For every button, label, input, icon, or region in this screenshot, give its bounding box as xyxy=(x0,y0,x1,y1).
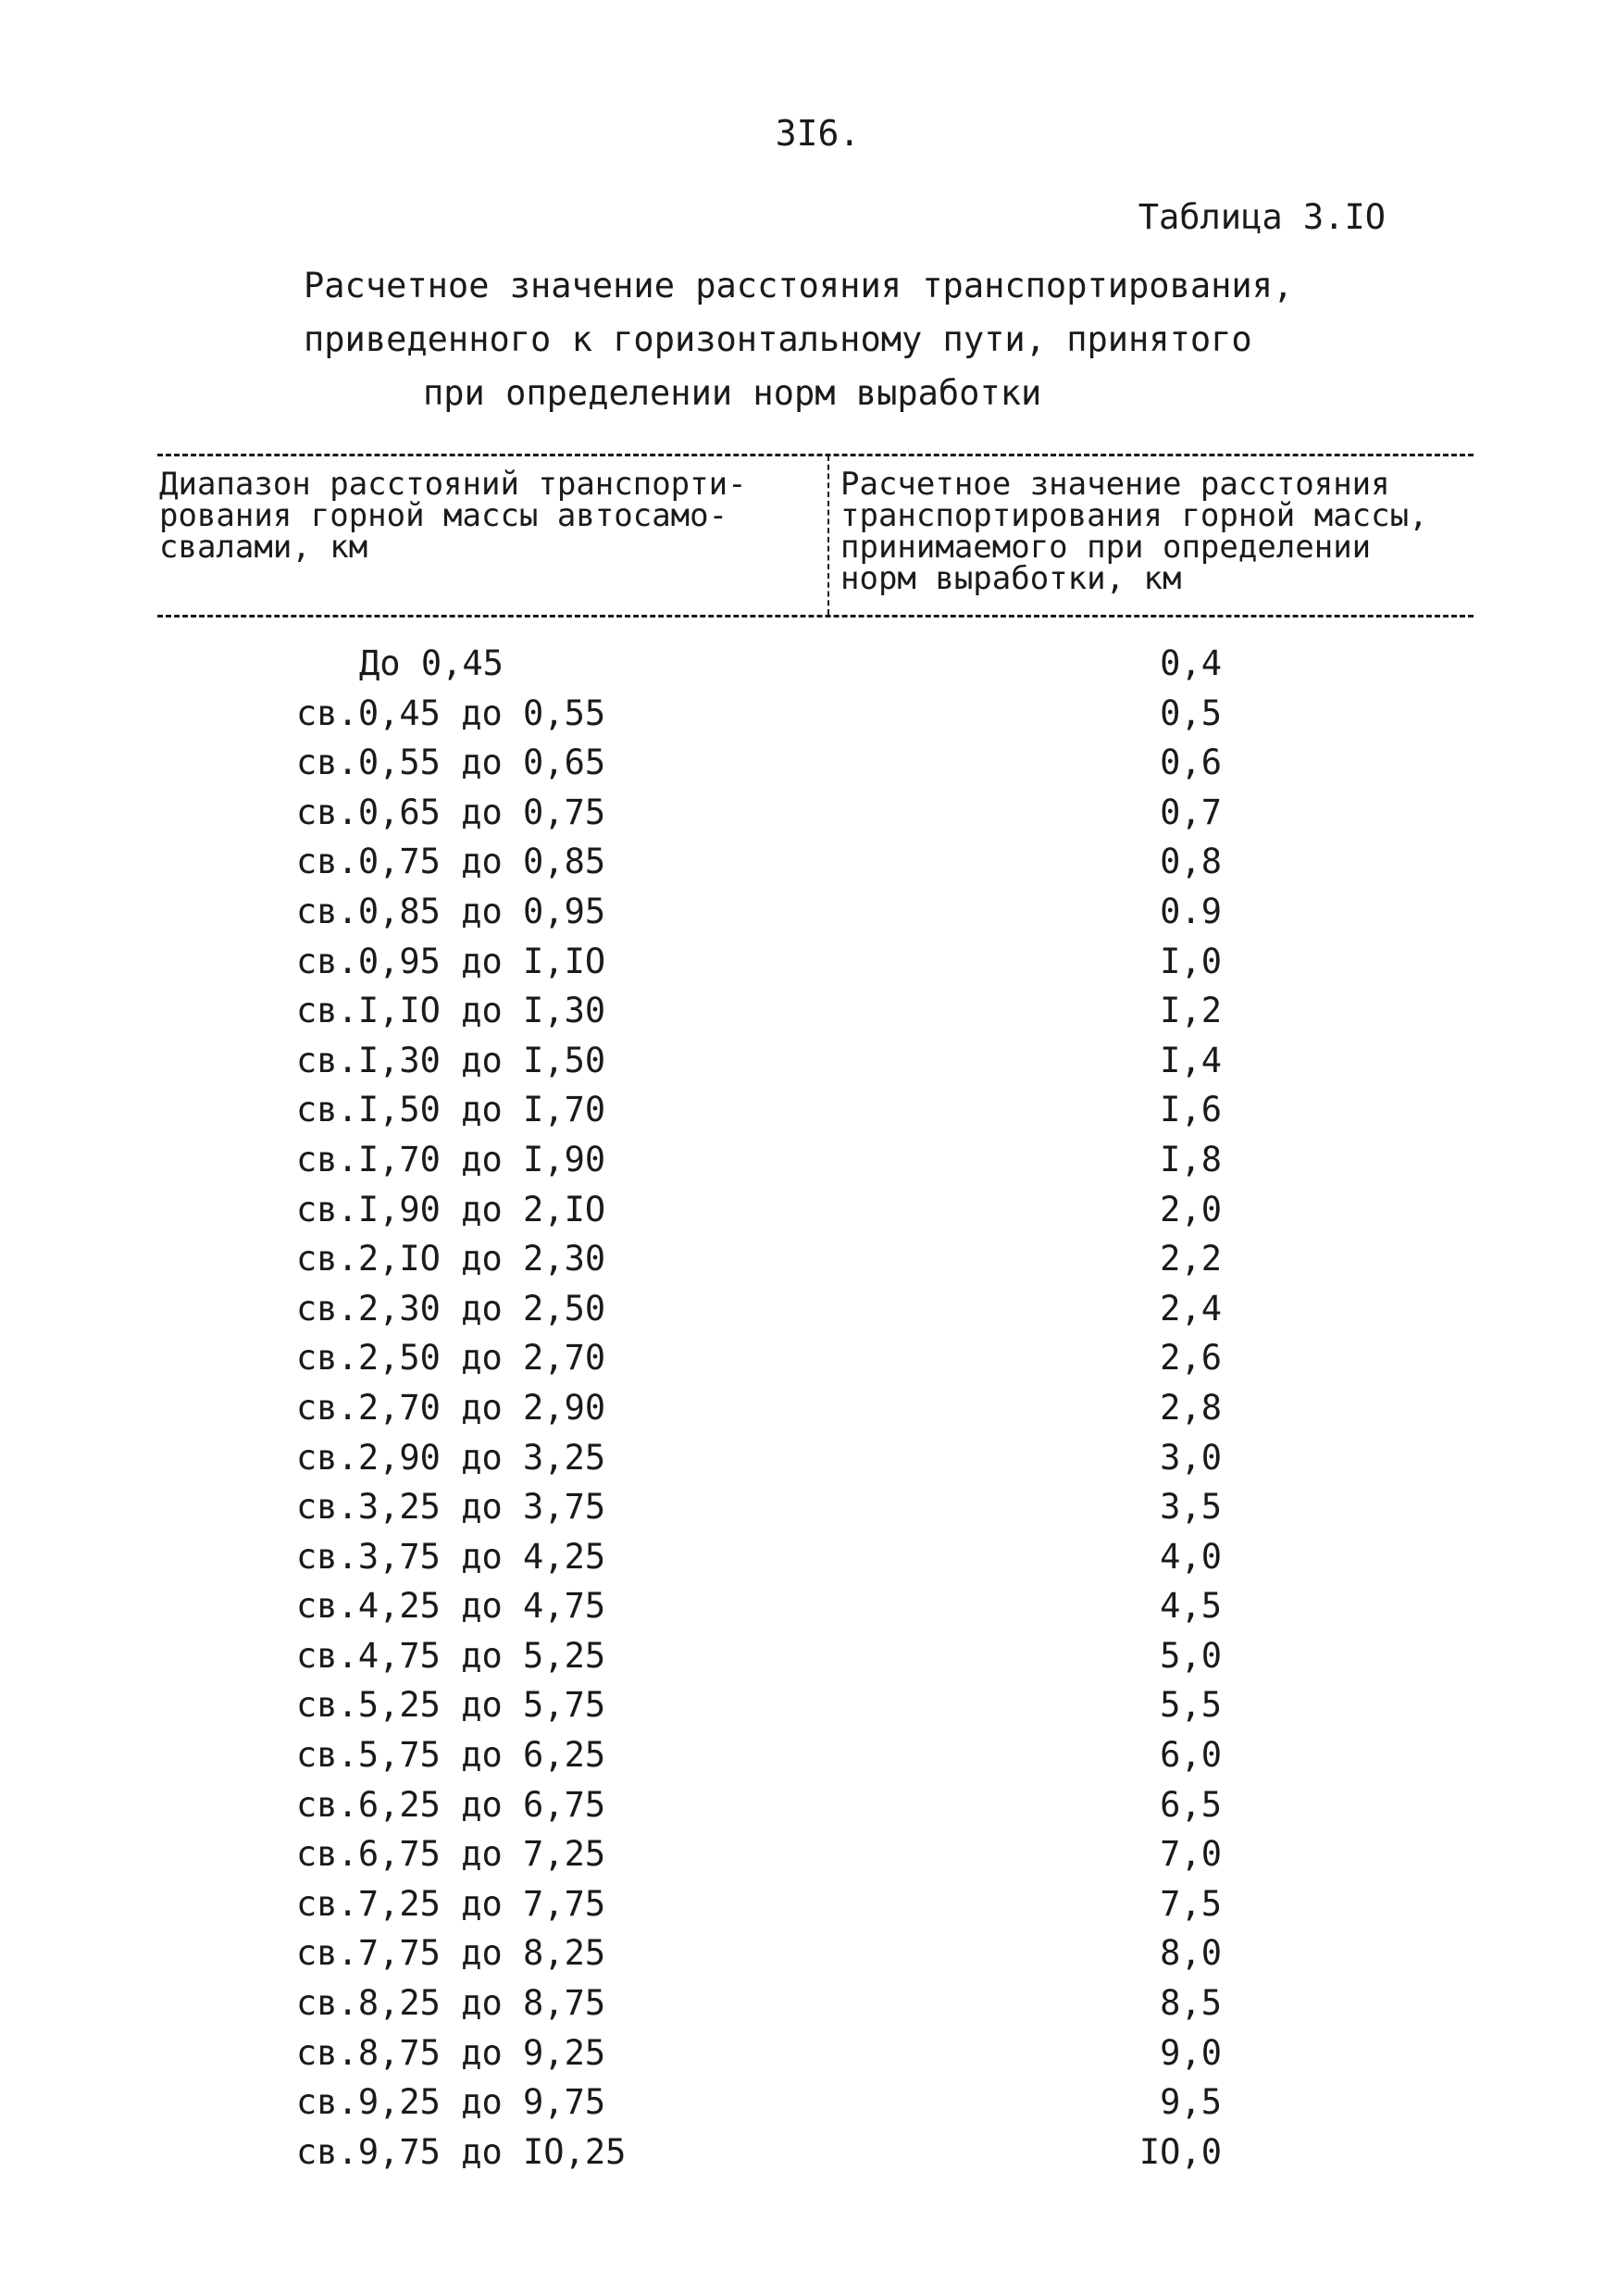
value-cell: 6,5 xyxy=(1160,1784,1222,1825)
range-cell: св.0,95 до I,IO xyxy=(296,941,606,981)
value-cell: 0,6 xyxy=(1160,742,1222,783)
value-cell: 0.9 xyxy=(1160,891,1222,931)
table-body xyxy=(0,639,1617,2177)
header-line: транспортирования горной массы, xyxy=(840,497,1428,534)
value-cell: 6,0 xyxy=(1160,1735,1222,1776)
value-cell: 3,0 xyxy=(1160,1437,1222,1478)
caption-line: Расчетное значение расстояния транспортирования, xyxy=(304,266,1294,306)
value-cell: 0,5 xyxy=(1160,693,1222,733)
table-row xyxy=(0,1284,1617,1334)
value-cell: 8,5 xyxy=(1160,1983,1222,2024)
table-row xyxy=(0,1185,1617,1235)
value-cell: IO,0 xyxy=(1138,2131,1222,2172)
value-cell: 2,4 xyxy=(1160,1288,1222,1329)
range-cell: св.2,IO до 2,30 xyxy=(296,1239,606,1279)
range-cell: св.I,90 до 2,IO xyxy=(296,1189,606,1229)
range-cell: св.5,75 до 6,25 xyxy=(296,1735,606,1776)
header-line: свалами, км xyxy=(159,529,368,566)
range-cell: св.2,30 до 2,50 xyxy=(296,1288,606,1329)
range-cell: св.9,25 до 9,75 xyxy=(296,2082,606,2123)
table-row xyxy=(0,2028,1617,2078)
value-cell: 7,5 xyxy=(1160,1883,1222,1924)
value-cell: 2,0 xyxy=(1160,1189,1222,1229)
value-cell: I,6 xyxy=(1160,1090,1222,1130)
table-row xyxy=(0,639,1617,689)
header-column-divider xyxy=(827,455,829,615)
table-top-rule xyxy=(157,454,1474,456)
header-line: Диапазон расстояний транспорти- xyxy=(159,466,747,503)
table-row xyxy=(0,937,1617,987)
table-row xyxy=(0,2078,1617,2128)
table-caption xyxy=(0,259,1617,420)
value-cell: 2,2 xyxy=(1160,1239,1222,1279)
range-cell: св.8,25 до 8,75 xyxy=(296,1983,606,2024)
value-cell: I,8 xyxy=(1160,1139,1222,1179)
range-cell: св.2,70 до 2,90 xyxy=(296,1387,606,1428)
value-cell: 0,4 xyxy=(1160,643,1222,683)
range-cell: св.0,75 до 0,85 xyxy=(296,842,606,882)
value-cell: 0,8 xyxy=(1160,842,1222,882)
range-cell: св.3,25 до 3,75 xyxy=(296,1487,606,1528)
range-cell: св.I,50 до I,70 xyxy=(296,1090,606,1130)
table-row xyxy=(0,1879,1617,1929)
value-cell: 5,0 xyxy=(1160,1635,1222,1676)
range-cell: св.7,75 до 8,25 xyxy=(296,1933,606,1974)
range-cell: св.2,50 до 2,70 xyxy=(296,1338,606,1379)
value-cell: I,4 xyxy=(1160,1040,1222,1080)
header-bottom-rule xyxy=(157,615,1474,618)
table-row xyxy=(0,887,1617,937)
value-cell: 5,5 xyxy=(1160,1685,1222,1726)
table-row xyxy=(0,1928,1617,1978)
table-row xyxy=(0,1383,1617,1433)
table-row xyxy=(0,1581,1617,1631)
range-cell: св.8,75 до 9,25 xyxy=(296,2032,606,2073)
value-cell: 2,6 xyxy=(1160,1338,1222,1379)
header-line: рования горной массы автосамо- xyxy=(159,497,728,534)
range-cell: св.0,85 до 0,95 xyxy=(296,891,606,931)
range-cell: св.9,75 до IO,25 xyxy=(296,2131,627,2172)
table-row xyxy=(0,1234,1617,1284)
table-row xyxy=(0,1085,1617,1135)
range-cell: св.3,75 до 4,25 xyxy=(296,1536,606,1577)
value-cell: 4,5 xyxy=(1160,1586,1222,1627)
caption-line: при определении норм выработки xyxy=(423,373,1042,413)
value-cell: 2,8 xyxy=(1160,1387,1222,1428)
table-row xyxy=(0,689,1617,739)
value-cell: 9,0 xyxy=(1160,2032,1222,2073)
table-row xyxy=(0,1036,1617,1086)
range-cell: св.0,65 до 0,75 xyxy=(296,792,606,832)
range-cell: св.2,90 до 3,25 xyxy=(296,1437,606,1478)
table-row xyxy=(0,1829,1617,1879)
range-cell: св.0,45 до 0,55 xyxy=(296,693,606,733)
table-row xyxy=(0,788,1617,838)
value-cell: 0,7 xyxy=(1160,792,1222,832)
header-line: Расчетное значение расстояния xyxy=(840,466,1390,503)
range-cell: св.6,75 до 7,25 xyxy=(296,1834,606,1875)
table-row xyxy=(0,986,1617,1036)
range-cell: св.4,25 до 4,75 xyxy=(296,1586,606,1627)
value-cell: 8,0 xyxy=(1160,1933,1222,1974)
range-cell: св.6,25 до 6,75 xyxy=(296,1784,606,1825)
range-cell: св.I,70 до I,90 xyxy=(296,1139,606,1179)
range-cell: св.I,30 до I,50 xyxy=(296,1040,606,1080)
value-cell: 4,0 xyxy=(1160,1536,1222,1577)
table-row xyxy=(0,1482,1617,1532)
table-row xyxy=(0,1333,1617,1383)
caption-line: приведенного к горизонтальному пути, принятого xyxy=(304,319,1252,359)
range-cell: св.4,75 до 5,25 xyxy=(296,1635,606,1676)
table-row xyxy=(0,1135,1617,1185)
header-line: принимаемого при определении xyxy=(840,529,1372,566)
table-label: Таблица 3.IO xyxy=(1138,197,1386,237)
range-cell: До 0,45 xyxy=(359,643,504,683)
table-row xyxy=(0,1680,1617,1730)
header-line: норм выработки, км xyxy=(840,560,1182,597)
table-row xyxy=(0,837,1617,887)
value-cell: 9,5 xyxy=(1160,2082,1222,2123)
table-row xyxy=(0,1631,1617,1681)
header-range-column xyxy=(159,466,816,566)
value-cell: I,0 xyxy=(1160,941,1222,981)
header-value-column xyxy=(840,466,1479,597)
table-row xyxy=(0,1532,1617,1582)
table-row xyxy=(0,738,1617,788)
value-cell: 7,0 xyxy=(1160,1834,1222,1875)
table-row xyxy=(0,1433,1617,1483)
range-cell: св.5,25 до 5,75 xyxy=(296,1685,606,1726)
range-cell: св.0,55 до 0,65 xyxy=(296,742,606,783)
range-cell: св.I,IO до I,30 xyxy=(296,991,606,1031)
range-cell: св.7,25 до 7,75 xyxy=(296,1883,606,1924)
value-cell: 3,5 xyxy=(1160,1487,1222,1528)
page-number: 3I6. xyxy=(775,113,861,154)
value-cell: I,2 xyxy=(1160,991,1222,1031)
table-row xyxy=(0,1730,1617,1780)
table-row xyxy=(0,2128,1617,2177)
table-row xyxy=(0,1780,1617,1830)
table-row xyxy=(0,1978,1617,2028)
